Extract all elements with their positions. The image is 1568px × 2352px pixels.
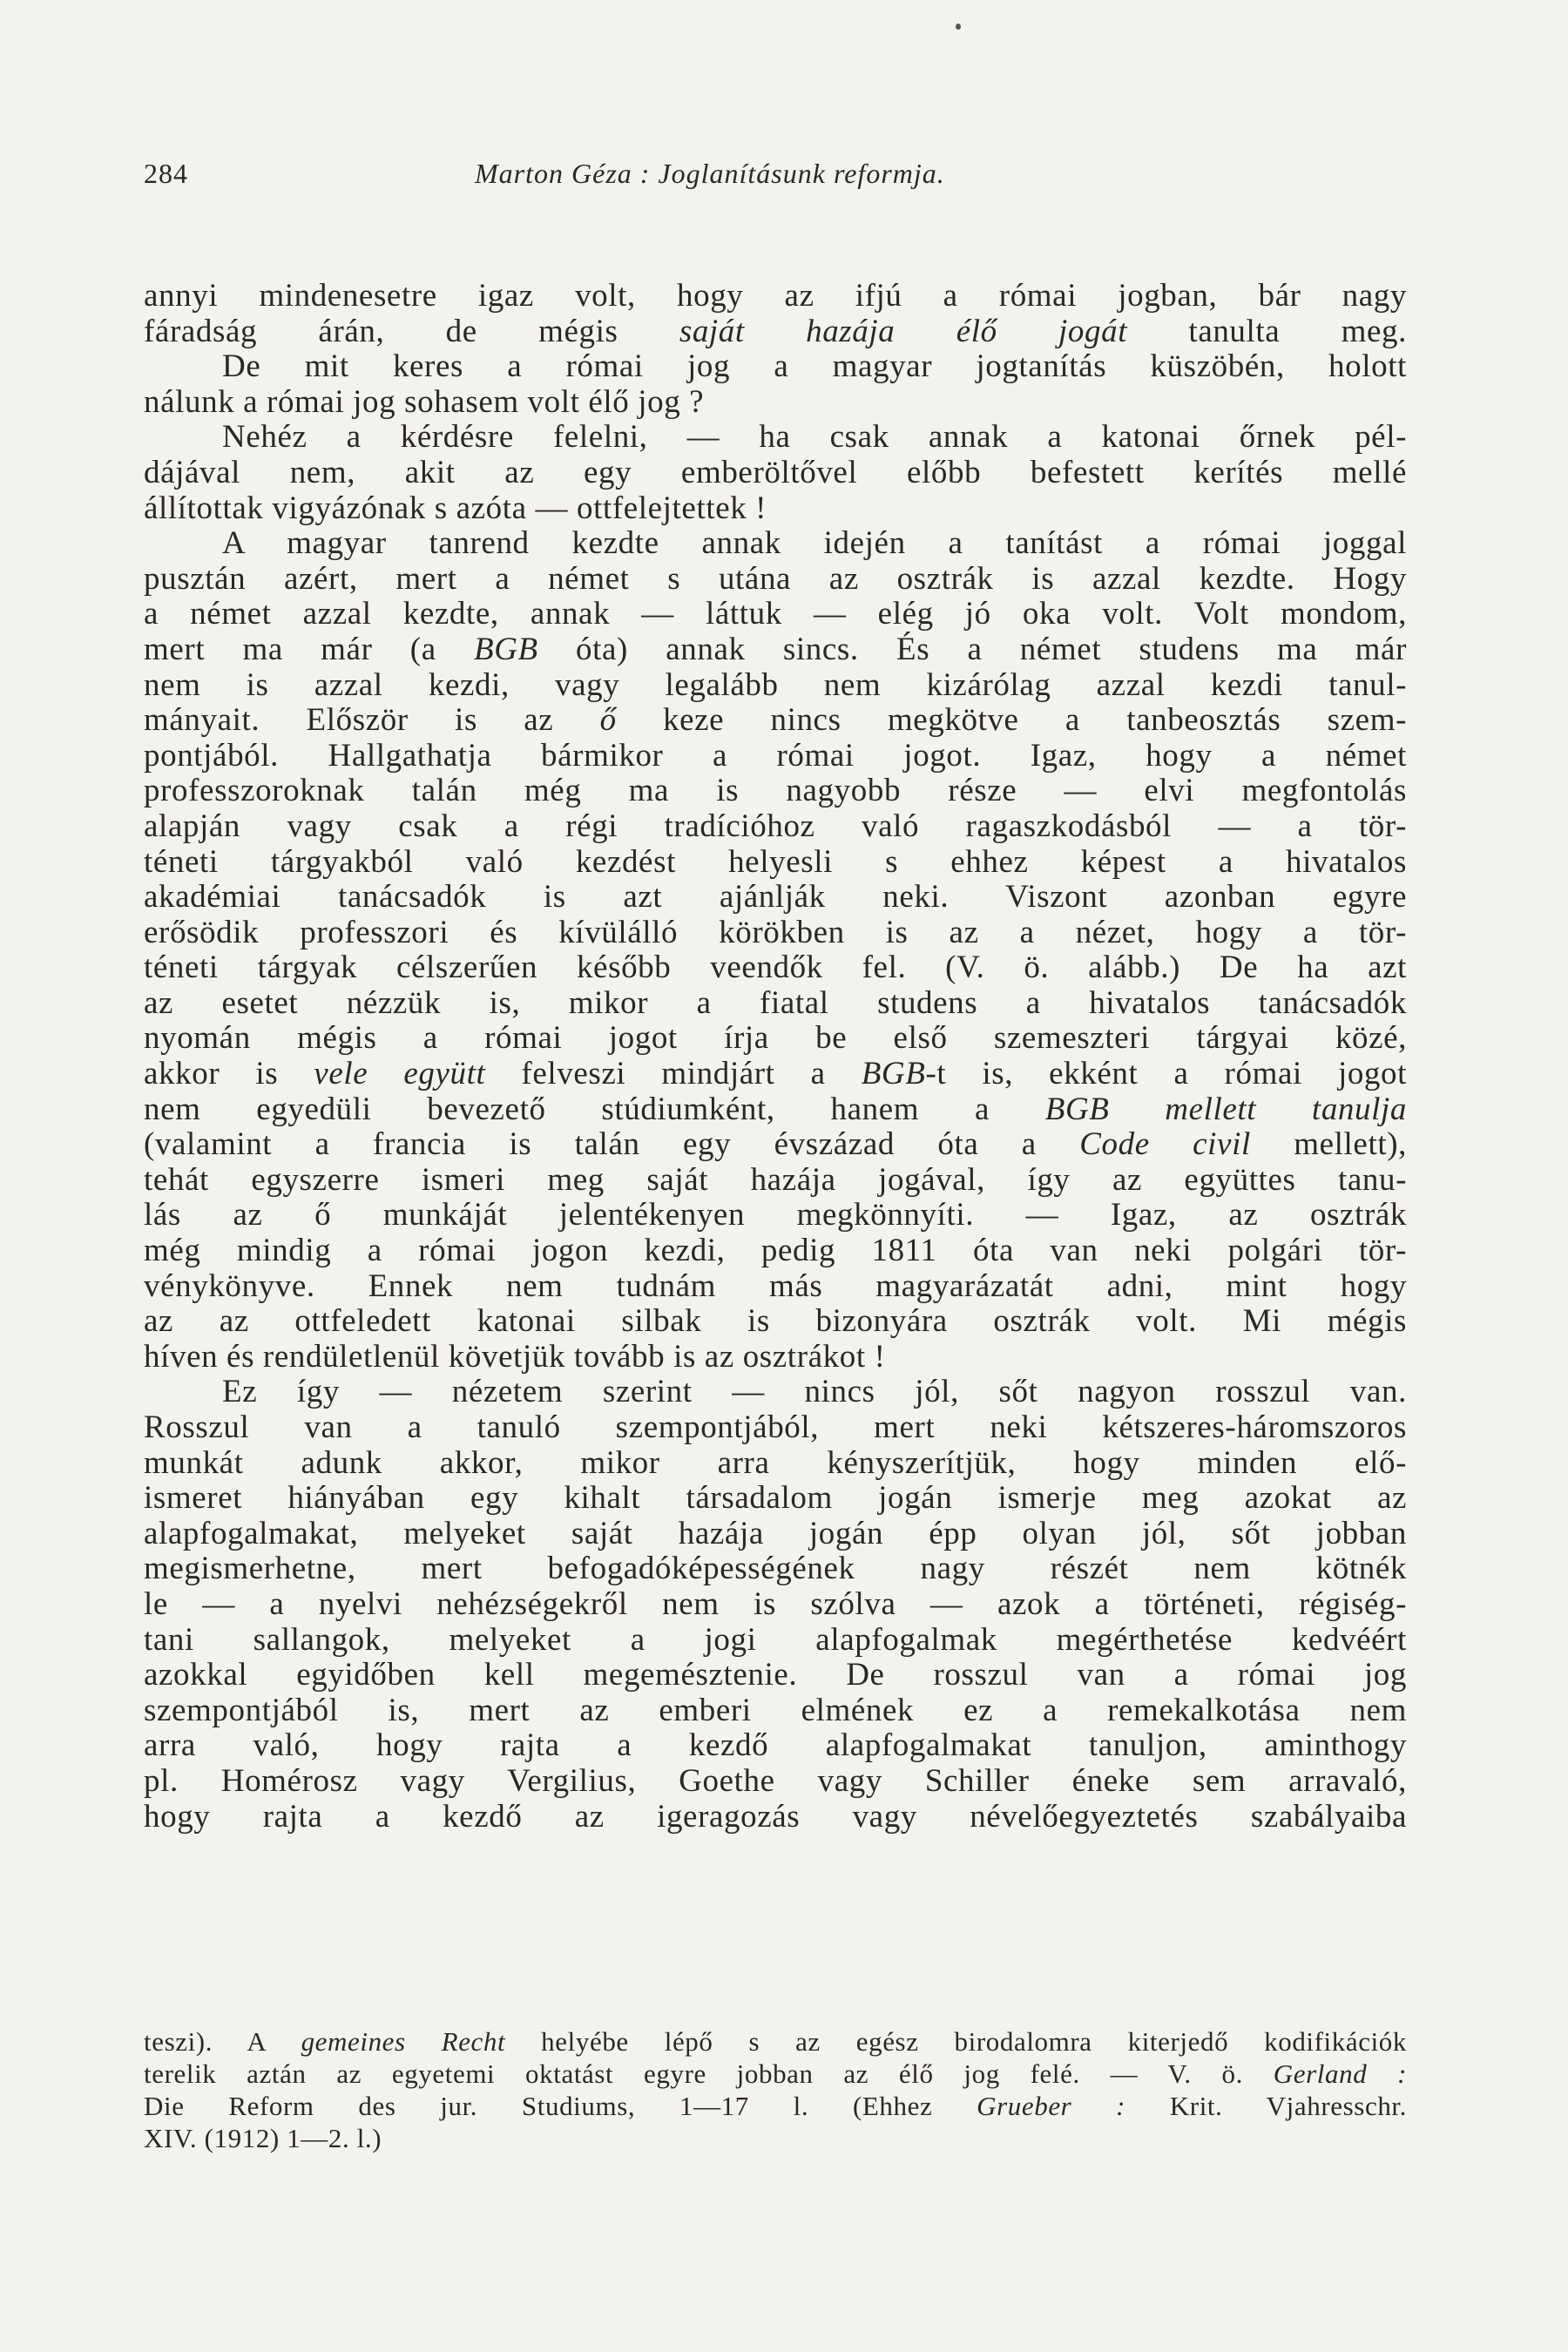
text-segment: mányait. Először is az bbox=[144, 702, 600, 739]
text-line bbox=[144, 880, 1407, 916]
emphasis-text: saját hazája élő jogát bbox=[679, 313, 1128, 349]
text-segment: dájával nem, akit az egy emberöltővel előbb befestett kerítés mellé bbox=[144, 454, 1407, 490]
text-segment: az esetet nézzük is, mikor a fiatal studens a hivatalos tanácsadók bbox=[144, 984, 1407, 1021]
text-segment: ismeret hiányában egy kihalt társadalom jogán ismerje meg azokat az bbox=[144, 1480, 1407, 1517]
text-segment: munkát adunk akkor, mikor arra kényszerítjük, hogy minden elő- bbox=[144, 1444, 1407, 1481]
text-segment: erősödik professzori és kívülálló körökben is az a nézet, hogy a tör- bbox=[144, 914, 1407, 950]
text-line bbox=[144, 986, 1407, 1022]
text-segment: lás az ő munkáját jelentékenyen megkönnyíti. — Igaz, az osztrák bbox=[144, 1197, 1407, 1233]
text-line bbox=[144, 1800, 1407, 1835]
footnote bbox=[144, 2025, 1407, 2154]
text-segment: Die Reform des jur. Studiums, 1—17 l. (Ehhez bbox=[144, 2091, 977, 2121]
text-segment: pontjából. Hallgathatja bármikor a római jogot. Igaz, hogy a német bbox=[144, 737, 1407, 774]
text-line bbox=[144, 916, 1407, 951]
text-line bbox=[144, 1057, 1407, 1092]
text-segment: annyi mindenesetre igaz volt, hogy az ifjú a római jogban, bár nagy bbox=[144, 278, 1407, 314]
text-line bbox=[144, 456, 1407, 491]
text-segment: terelik aztán az egyetemi oktatást egyre jobban az élő jog felé. — V. ö. bbox=[144, 2058, 1274, 2089]
text-segment: akkor is bbox=[144, 1056, 314, 1092]
text-segment: nem is azzal kezdi, vagy legalább nem kizárólag azzal kezdi tanul- bbox=[144, 666, 1407, 703]
text-segment: XIV. (1912) 1—2. l.) bbox=[144, 2123, 382, 2153]
footnote-line bbox=[144, 2025, 1407, 2058]
footnote-line bbox=[144, 2058, 1407, 2090]
text-segment: még mindig a római jogon kezdi, pedig 1811 óta van neki polgári tör- bbox=[144, 1233, 1407, 1269]
text-segment: azokkal egyidőben kell megemésztenie. De rosszul van a római jog bbox=[144, 1657, 1407, 1693]
text-segment: vénykönyve. Ennek nem tudnám más magyarázatát adni, mint hogy bbox=[144, 1267, 1407, 1304]
text-segment: professzoroknak talán még ma is nagyobb része — elvi megfontolás bbox=[144, 773, 1407, 809]
emphasis-text: vele együtt bbox=[314, 1056, 486, 1092]
text-segment: híven és rendületlenül követjük tovább is az osztrákot ! bbox=[144, 1338, 886, 1375]
page-number: 284 bbox=[144, 158, 188, 189]
text-line bbox=[144, 845, 1407, 881]
text-line bbox=[144, 1693, 1407, 1729]
text-segment: szempontjából is, mert az emberi elmének ez a remekalkotása nem bbox=[144, 1692, 1407, 1728]
text-segment: alapfogalmakat, melyeket saját hazája jogán épp olyan jól, sőt jobban bbox=[144, 1515, 1407, 1551]
running-head bbox=[144, 152, 1416, 195]
text-segment: az az ottfeledett katonai silbak is bizonyára osztrák volt. Mi mégis bbox=[144, 1303, 1407, 1340]
text-line bbox=[144, 1198, 1407, 1233]
emphasis-text: Grueber : bbox=[977, 2091, 1126, 2121]
text-line bbox=[144, 279, 1407, 314]
text-line bbox=[144, 1092, 1407, 1128]
text-line bbox=[144, 420, 1407, 456]
text-line bbox=[144, 1551, 1407, 1587]
text-segment: téneti tárgyak célszerűen később veendők fel. (V. ö. alább.) De ha azt bbox=[144, 950, 1407, 986]
text-segment: Ez így — nézetem szerint — nincs jól, sőt nagyon rosszul van. bbox=[222, 1374, 1407, 1410]
emphasis-text: BGB bbox=[474, 631, 538, 667]
text-line bbox=[144, 1163, 1407, 1199]
text-segment: le — a nyelvi nehézségekről nem is szólva — azok a történeti, régiség- bbox=[144, 1585, 1407, 1622]
body-text bbox=[144, 279, 1407, 1835]
text-segment: hogy rajta a kezdő az igeragozás vagy névelőegyeztetés szabályaiba bbox=[144, 1798, 1407, 1835]
text-segment: Nehéz a kérdésre felelni, — ha csak annak a katonai őrnek pél- bbox=[222, 419, 1407, 456]
footnote-line bbox=[144, 2090, 1407, 2122]
text-line bbox=[144, 526, 1407, 562]
text-line bbox=[144, 1658, 1407, 1693]
text-segment: (valamint a francia is talán egy évszázad óta a bbox=[144, 1126, 1080, 1163]
text-line bbox=[144, 1728, 1407, 1764]
text-line bbox=[144, 1304, 1407, 1340]
text-segment: pl. Homérosz vagy Vergilius, Goethe vagy Schiller éneke sem arravaló, bbox=[144, 1762, 1407, 1799]
text-segment: arra való, hogy rajta a kezdő alapfogalmakat tanuljon, aminthogy bbox=[144, 1727, 1407, 1764]
text-segment: nálunk a római jog sohasem volt élő jog ? bbox=[144, 383, 705, 420]
text-line bbox=[144, 349, 1407, 385]
text-segment: helyébe lépő s az egész birodalomra kiterjedő kodifikációk bbox=[505, 2026, 1408, 2057]
text-line bbox=[144, 739, 1407, 774]
text-segment: mert ma már (a bbox=[144, 631, 475, 667]
text-segment: állítottak vigyázónak s azóta — ottfelejtettek ! bbox=[144, 490, 767, 526]
text-line bbox=[144, 632, 1407, 668]
text-line bbox=[144, 703, 1407, 739]
text-line bbox=[144, 950, 1407, 986]
text-segment: a német azzal kezdte, annak — láttuk — elég jó oka volt. Volt mondom, bbox=[144, 596, 1407, 632]
text-line bbox=[144, 1623, 1407, 1659]
footnote-line bbox=[144, 2122, 1407, 2154]
text-line bbox=[144, 1517, 1407, 1552]
text-line bbox=[144, 1481, 1407, 1517]
text-line bbox=[144, 668, 1407, 704]
text-segment: téneti tárgyakból való kezdést helyesli s ehhez képest a hivatalos bbox=[144, 843, 1407, 880]
text-segment: akadémiai tanácsadók is azt ajánlják neki. Viszont azonban egyre bbox=[144, 879, 1407, 916]
text-segment: fáradság árán, de mégis bbox=[144, 313, 679, 349]
text-line bbox=[144, 1410, 1407, 1446]
text-segment: alapján vagy csak a régi tradícióhoz való ragaszkodásból — a tör- bbox=[144, 808, 1407, 844]
text-segment: -t is, ekként a római jogot bbox=[925, 1056, 1408, 1092]
text-segment: keze nincs megkötve a tanbeosztás szem- bbox=[616, 702, 1407, 739]
text-segment: tanulta meg. bbox=[1127, 313, 1407, 349]
text-line bbox=[144, 1340, 1407, 1375]
text-segment: mellett), bbox=[1250, 1126, 1407, 1163]
text-line bbox=[144, 809, 1407, 845]
text-segment: tani sallangok, melyeket a jogi alapfogalmak megérthetése kedvéért bbox=[144, 1621, 1407, 1658]
text-line bbox=[144, 1764, 1407, 1800]
text-segment: A magyar tanrend kezdte annak idején a tanítást a római joggal bbox=[222, 525, 1407, 562]
emphasis-text: ő bbox=[599, 702, 617, 739]
emphasis-text: BGB mellett tanulja bbox=[1044, 1091, 1407, 1127]
text-segment: De mit keres a római jog a magyar jogtanítás küszöbén, holott bbox=[222, 348, 1407, 385]
running-title: Marton Géza : Joglanításunk reformja. bbox=[475, 158, 945, 189]
text-line bbox=[144, 1269, 1407, 1305]
text-segment: pusztán azért, mert a német s utána az osztrák is azzal kezdte. Hogy bbox=[144, 560, 1407, 597]
emphasis-text: gemeines Recht bbox=[301, 2026, 506, 2057]
text-segment: nem egyedüli bevezető stúdiumként, hanem a bbox=[144, 1091, 1045, 1127]
text-line bbox=[144, 774, 1407, 809]
emphasis-text: Gerland : bbox=[1273, 2058, 1407, 2089]
print-speck bbox=[956, 24, 961, 30]
text-segment: teszi). A bbox=[144, 2026, 301, 2057]
text-line bbox=[144, 314, 1407, 350]
text-line bbox=[144, 491, 1407, 527]
emphasis-text: BGB bbox=[861, 1056, 926, 1092]
text-line bbox=[144, 597, 1407, 632]
text-line bbox=[144, 1375, 1407, 1410]
text-line bbox=[144, 385, 1407, 421]
text-line bbox=[144, 1233, 1407, 1269]
text-segment: felveszi mindjárt a bbox=[485, 1056, 862, 1092]
text-segment: megismerhetne, mert befogadóképességének nagy részét nem kötnék bbox=[144, 1551, 1407, 1587]
text-line bbox=[144, 562, 1407, 598]
text-segment: nyomán mégis a római jogot írja be első szemeszteri tárgyai közé, bbox=[144, 1020, 1407, 1057]
text-segment: tehát egyszerre ismeri meg saját hazája jogával, így az együttes tanu- bbox=[144, 1161, 1407, 1198]
text-segment: Krit. Vjahresschr. bbox=[1125, 2091, 1407, 2121]
text-line bbox=[144, 1021, 1407, 1057]
text-line bbox=[144, 1446, 1407, 1482]
text-segment: óta) annak sincs. És a német studens ma már bbox=[537, 631, 1407, 667]
text-line bbox=[144, 1127, 1407, 1163]
emphasis-text: Code civil bbox=[1079, 1126, 1251, 1163]
text-segment: Rosszul van a tanuló szempontjából, mert neki kétszeres-háromszoros bbox=[144, 1409, 1407, 1445]
text-line bbox=[144, 1587, 1407, 1623]
